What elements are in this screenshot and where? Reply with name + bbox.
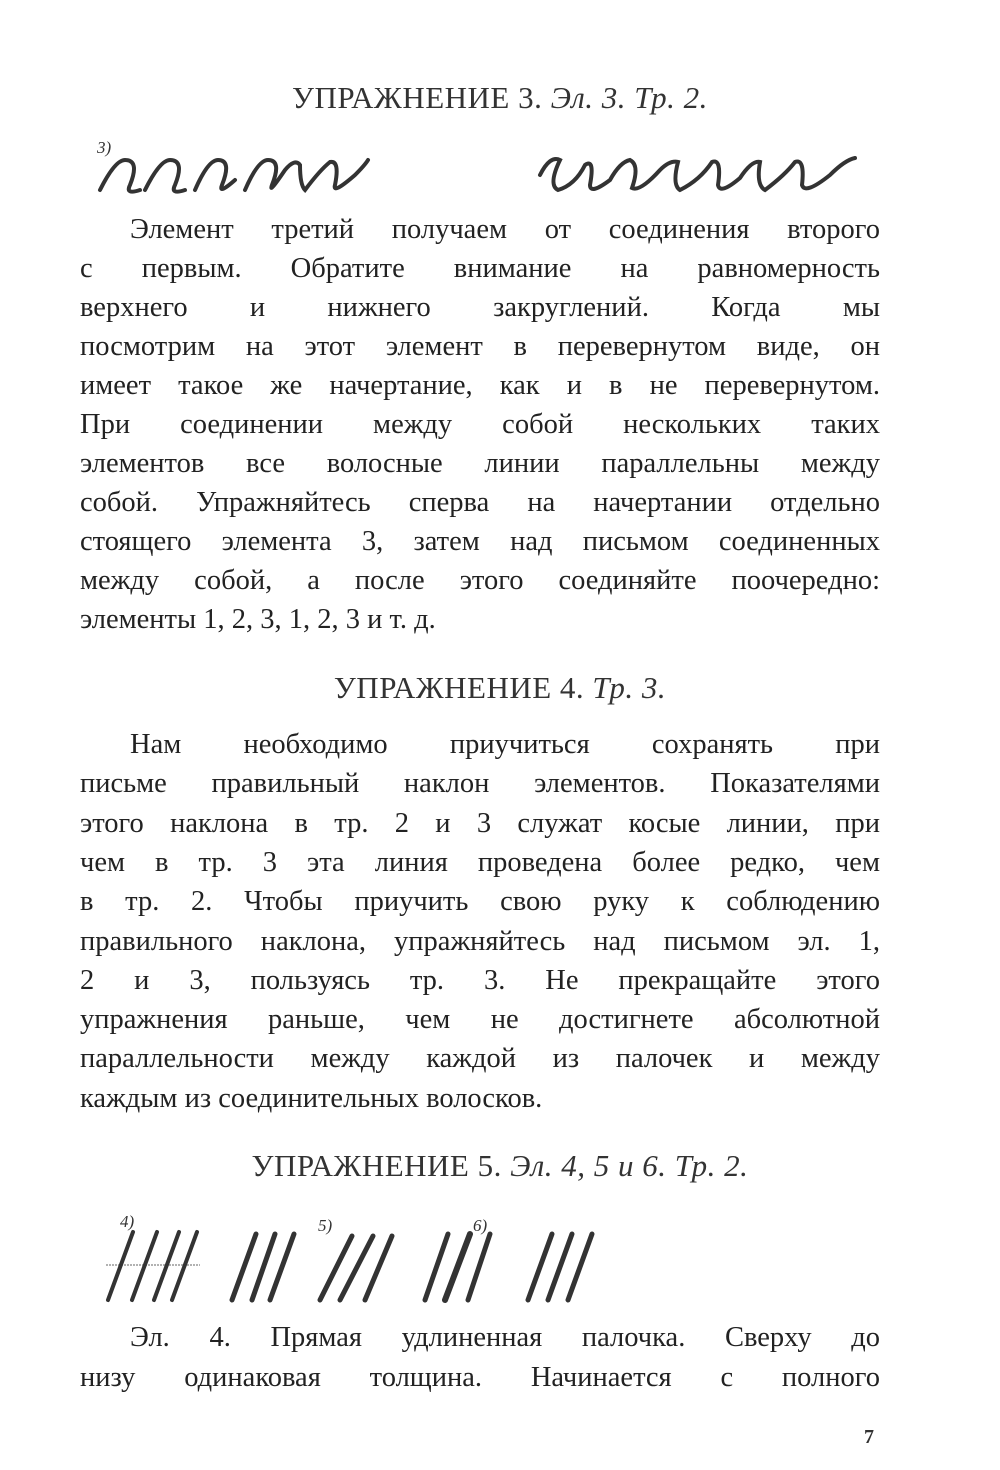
- text-line: элементы 1, 2, 3, 1, 2, 3 и т. д.: [80, 604, 436, 635]
- sample-label-6: 6): [473, 1216, 488, 1235]
- text-line: Эл. 4. Прямая удлиненная палочка. Сверху до: [130, 1322, 880, 1353]
- text-line: посмотрим на этот элемент в перевернутом виде, он: [80, 331, 880, 362]
- text-line: в тр. 2. Чтобы приучить свою руку к соблюдению: [80, 886, 880, 918]
- text-line: между собой, а после этого соединяйте поочередно:: [80, 565, 880, 596]
- heading-italic: Эл. 3. Тр. 2.: [550, 80, 708, 115]
- text-line: элементов все волосные линии параллельны между: [80, 448, 880, 479]
- exercise-5-heading: [0, 1148, 1000, 1184]
- text-line: параллельности между каждой из палочек и между: [80, 1043, 880, 1075]
- text-line: Нам необходимо приучиться сохранять при: [130, 729, 880, 760]
- text-line: стоящего элемента 3, затем над письмом соединенных: [80, 526, 880, 557]
- text-line: упражнения раньше, чем не достигнете абсолютной: [80, 1004, 880, 1036]
- page-number: 7: [864, 1426, 874, 1448]
- text-line: чем в тр. 3 эта линия проведена более редко, чем: [80, 846, 880, 878]
- sample-label-3: 3): [97, 138, 112, 157]
- text-line: с первым. Обратите внимание на равномерность: [80, 253, 880, 284]
- sample-label-5: 5): [318, 1216, 333, 1235]
- text-line: этого наклона в тр. 2 и 3 служат косые линии, при: [80, 807, 880, 839]
- sample-label-4: 4): [120, 1212, 135, 1231]
- heading-text: УПРАЖНЕНИЕ 3.: [292, 80, 543, 115]
- calligraphy-element-3-sample: [0, 0, 1000, 220]
- text-line: имеет такое же начертание, как и в не перевернутом.: [80, 370, 880, 401]
- exercise-4-heading: [0, 670, 1000, 706]
- heading-italic: Эл. 4, 5 и 6. Тр. 2.: [510, 1148, 749, 1183]
- text-line: Элемент третий получаем от соединения второго: [130, 214, 880, 245]
- text-line: При соединении между собой нескольких таких: [80, 409, 880, 440]
- text-line: низу одинаковая толщина. Начинается с полного: [80, 1362, 880, 1393]
- heading-text: УПРАЖНЕНИЕ 5.: [251, 1148, 502, 1183]
- text-line: 2 и 3, пользуясь тр. 3. Не прекращайте этого: [80, 964, 880, 996]
- text-line: каждым из соединительных волосков.: [80, 1082, 543, 1114]
- text-line: собой. Упражняйтесь сперва на начертании отдельно: [80, 487, 880, 518]
- text-line: верхнего и нижнего закруглений. Когда мы: [80, 292, 880, 323]
- heading-italic: Тр. 3.: [592, 670, 667, 705]
- heading-text: УПРАЖНЕНИЕ 4.: [333, 670, 585, 705]
- text-line: правильного наклона, упражняйтесь над письмом эл. 1,: [80, 925, 880, 957]
- text-line: письме правильный наклон элементов. Показателями: [80, 768, 880, 800]
